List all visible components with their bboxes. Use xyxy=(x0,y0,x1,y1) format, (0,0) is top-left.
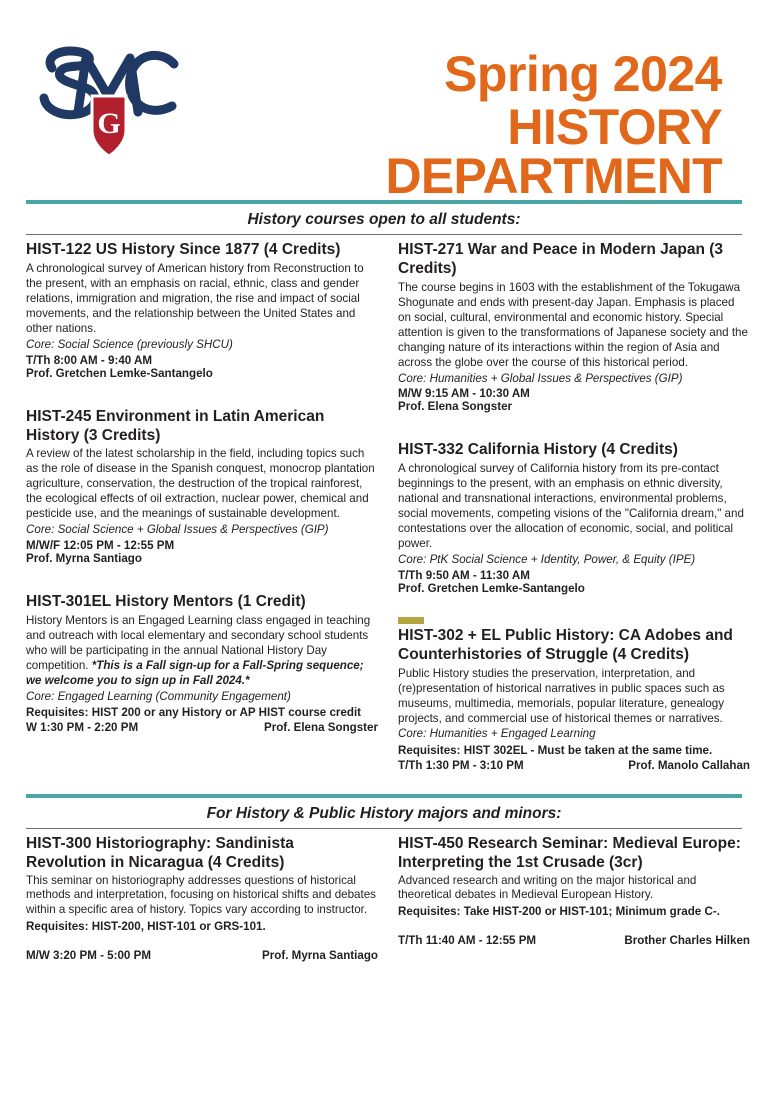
course-description-wrap xyxy=(26,614,378,689)
course-meeting-row xyxy=(398,759,750,772)
course-requisites xyxy=(26,705,378,720)
course-requisites-value: HIST 302EL - Must be taken at the same time. xyxy=(460,743,713,757)
course-requisites xyxy=(26,919,378,934)
course-core: Core: Social Science + Global Issues & Perspectives (GIP) xyxy=(26,523,329,537)
page-title-term: Spring 2024 xyxy=(444,46,722,102)
course-description: A chronological survey of American history from Reconstruction to the present, with an emphasis on racial, ethnic, class and gender relations, immigration and migration, the rise and impact of social movements, and the relationship between the United States and other nations. xyxy=(26,261,364,335)
course-professor: Prof. Gretchen Lemke-Santangelo xyxy=(398,582,585,596)
open-courses-columns xyxy=(0,235,768,786)
course-hist-300 xyxy=(26,835,378,963)
course-core: Core: Engaged Learning (Community Engagement) xyxy=(26,689,291,703)
course-professor: Prof. Myrna Santiago xyxy=(26,552,142,566)
section-band-open xyxy=(26,200,742,235)
course-title: HIST-450 Research Seminar: Medieval Europe: Interpreting the 1st Crusade (3cr) xyxy=(398,834,741,871)
course-description: A review of the latest scholarship in the field, including topics such as the role of disease in the Spanish conquest, monocrop plantation agriculture, conservation, the destruction of the tropical rainforest, the ecological effects of oil extraction, nuclear power, chemical and pesticide use, and the meanings of sustainable development. xyxy=(26,447,375,521)
course-professor: Prof. Myrna Santiago xyxy=(262,949,378,963)
course-professor: Prof. Elena Songster xyxy=(398,400,513,414)
course-professor: Prof. Gretchen Lemke-Santangelo xyxy=(26,366,213,380)
course-title: HIST-302 + EL Public History: CA Adobes and Counterhistories of Struggle (4 Credits) xyxy=(398,627,733,663)
majors-courses-left-column xyxy=(26,835,378,977)
course-time: W 1:30 PM - 2:20 PM xyxy=(26,720,139,734)
course-time: M/W/F 12:05 PM - 12:55 PM xyxy=(26,539,175,553)
svg-text:G: G xyxy=(97,107,121,140)
course-time: T/Th 9:50 AM - 11:30 AM xyxy=(398,569,530,583)
course-hist-332 xyxy=(398,441,750,595)
course-requisites-value: Take HIST-200 or HIST-101; Minimum grade C-. xyxy=(460,905,720,919)
course-professor: Brother Charles Hilken xyxy=(624,934,750,948)
course-requisites xyxy=(398,743,750,758)
course-requisites-label: Requisites: xyxy=(26,705,89,719)
majors-courses-right-column xyxy=(398,835,750,977)
course-hist-301el xyxy=(26,593,378,734)
course-title: HIST-300 Historiography: Sandinista Revolution in Nicaragua (4 Credits) xyxy=(26,834,294,871)
course-professor: Prof. Elena Songster xyxy=(263,720,378,734)
course-description-note: *This is a Fall sign-up for a Fall-Spring sequence; we welcome you to sign up in Fall 2024.* xyxy=(26,658,364,687)
page-header xyxy=(0,0,768,204)
course-requisites-value: HIST 200 or any History or AP HIST course credit xyxy=(88,705,362,719)
course-hist-271 xyxy=(398,241,750,413)
smc-logo xyxy=(24,28,194,168)
page-title-department: HISTORY DEPARTMENT xyxy=(385,99,722,204)
course-title: HIST-271 War and Peace in Modern Japan (3 Credits) xyxy=(398,241,724,277)
section-band-majors xyxy=(26,794,742,829)
course-time: M/W 9:15 AM - 10:30 AM xyxy=(398,387,530,401)
course-requisites-label: Requisites: xyxy=(26,920,89,934)
course-requisites-label: Requisites: xyxy=(398,905,461,919)
course-hist-122 xyxy=(26,241,378,380)
course-meeting-row xyxy=(398,934,750,947)
course-time: T/Th 8:00 AM - 9:40 AM xyxy=(26,353,153,367)
open-courses-right-column xyxy=(398,241,750,786)
course-description: History Mentors is an Engaged Learning class engaged in teaching and outreach with local elementary and secondary school students who will be participating in the annual National History Day competition. xyxy=(26,614,371,672)
course-core: Core: Social Science (previously SHCU) xyxy=(26,337,233,351)
course-description-wrap xyxy=(398,667,750,742)
course-title: HIST-301EL History Mentors (1 Credit) xyxy=(26,593,306,611)
majors-courses-columns xyxy=(0,829,768,977)
course-requisites-label: Requisites: xyxy=(398,743,461,757)
course-title: HIST-332 California History (4 Credits) xyxy=(398,441,678,459)
section-band-open-label: History courses open to all students: xyxy=(247,211,521,228)
course-description: Advanced research and writing on the major historical and theoretical debates in Medieval European History. xyxy=(398,873,697,902)
course-time: T/Th 1:30 PM - 3:10 PM xyxy=(398,758,524,772)
course-hist-245 xyxy=(26,408,378,566)
course-description: The course begins in 1603 with the establishment of the Tokugawa Shogunate and ends with present-day Japan. Emphasis is placed on social, cultural, environmental and economic history. Special attention is given to the transformations of Japanese society and the changing nature of its interactions within the region of Asia and across the globe over the course of this historical period. xyxy=(398,280,748,369)
course-description: A chronological survey of California history from its pre-contact beginnings to the present, with an emphasis on ethnic diversity, national and transnational interactions, environmental problems, social movements, competing visions of the "California dream," and contestations over the allocation of economic, social, and political power. xyxy=(398,462,744,551)
course-hist-302el xyxy=(398,617,750,772)
title-block xyxy=(194,28,744,204)
course-meeting-row xyxy=(26,721,378,734)
course-time: M/W 3:20 PM - 5:00 PM xyxy=(26,949,151,963)
section-band-majors-label: For History & Public History majors and minors: xyxy=(206,804,562,822)
course-title: HIST-245 Environment in Latin American History (3 Credits) xyxy=(26,407,325,444)
course-requisites xyxy=(398,904,750,919)
course-professor: Prof. Manolo Callahan xyxy=(628,758,750,772)
course-time: T/Th 11:40 AM - 12:55 PM xyxy=(398,934,537,948)
course-title: HIST-122 US History Since 1877 (4 Credits) xyxy=(26,241,341,258)
course-core: Core: Humanities + Global Issues & Perspectives (GIP) xyxy=(398,371,683,385)
course-description: This seminar on historiography addresses questions of historical methods and interpretation, focusing on historical shifts and debates within a specific area of history. Topics vary according to instructor. xyxy=(26,873,376,917)
course-hist-450 xyxy=(398,835,750,948)
course-core: Core: PtK Social Science + Identity, Power, & Equity (IPE) xyxy=(398,553,696,567)
gold-tab-marker xyxy=(398,617,424,624)
open-courses-left-column xyxy=(26,241,378,786)
course-meeting-row xyxy=(26,949,378,962)
course-requisites-value: HIST-200, HIST-101 or GRS-101. xyxy=(88,920,266,934)
course-core: Core: Humanities + Engaged Learning xyxy=(398,726,596,740)
course-description: Public History studies the preservation, interpretation, and (re)presentation of historical narratives in public spaces such as museums, multimedia, memorials, popular literature, genealogy projects, and commercial use of historical themes or narratives. xyxy=(398,666,725,725)
